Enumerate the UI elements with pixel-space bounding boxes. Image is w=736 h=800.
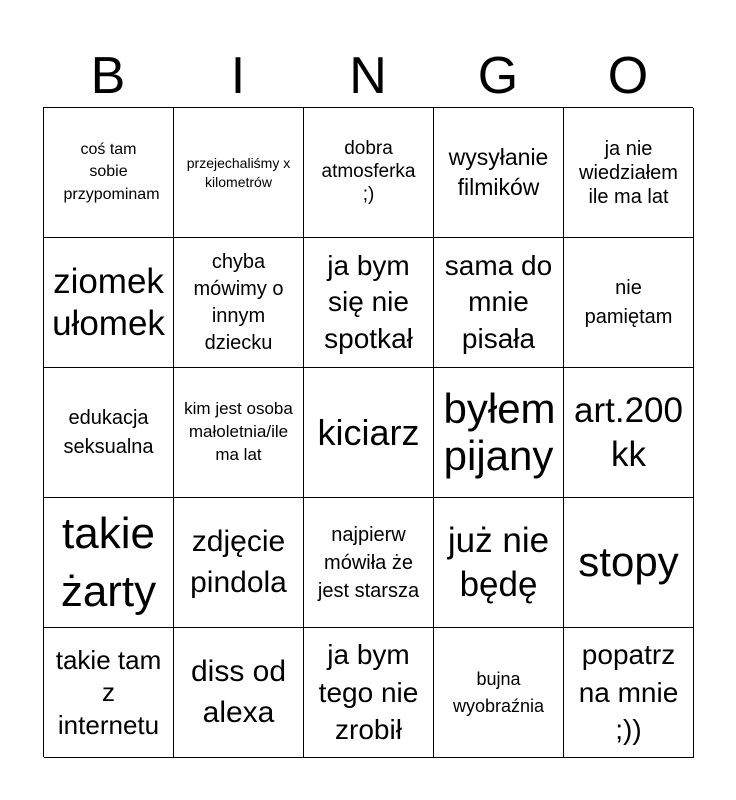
cell-text: coś tam sobie przypominam	[63, 140, 160, 203]
cell-text: ja bym się nie spotkał	[324, 249, 413, 354]
cell-text: byłem pijany	[443, 385, 556, 479]
cell-text: najpierw mówiła że jest starsza	[317, 523, 420, 602]
bingo-cell[interactable]	[434, 108, 564, 238]
bingo-cell[interactable]	[44, 108, 174, 238]
cell-text: kiciarz	[317, 411, 420, 453]
cell-text: art.200 kk	[574, 390, 683, 474]
bingo-cell[interactable]	[434, 238, 564, 368]
bingo-header	[43, 44, 693, 108]
bingo-board	[43, 107, 693, 757]
bingo-cell[interactable]	[304, 108, 434, 238]
bingo-cell[interactable]	[564, 368, 694, 498]
bingo-cell[interactable]	[174, 108, 304, 238]
header-letter-b: B	[90, 47, 126, 105]
cell-text: przejechaliśmy x kilometrów	[186, 154, 291, 190]
bingo-cell[interactable]	[44, 628, 174, 758]
cell-text: takie tam z internetu	[55, 644, 162, 740]
bingo-cell[interactable]	[44, 238, 174, 368]
bingo-cell[interactable]	[564, 498, 694, 628]
header-letter-g: G	[477, 47, 519, 105]
bingo-cell[interactable]	[304, 238, 434, 368]
cell-text: nie pamiętam	[584, 276, 673, 328]
cell-text: dobra atmosferka ;)	[321, 138, 416, 205]
cell-text: diss od alexa	[190, 655, 287, 729]
bingo-cell[interactable]	[174, 238, 304, 368]
bingo-cell[interactable]	[434, 628, 564, 758]
bingo-cell[interactable]	[434, 368, 564, 498]
cell-text: wysyłanie filmików	[448, 143, 549, 200]
cell-text: takie żarty	[60, 509, 157, 616]
bingo-cell[interactable]	[304, 368, 434, 498]
bingo-cell[interactable]	[304, 498, 434, 628]
bingo-cell[interactable]	[564, 108, 694, 238]
bingo-cell[interactable]	[304, 628, 434, 758]
cell-text: zdjęcie pindola	[190, 525, 287, 599]
bingo-cell[interactable]	[564, 238, 694, 368]
cell-text: ja bym tego nie zrobił	[318, 638, 419, 746]
cell-text: kim jest osoba małoletnia/ile ma lat	[184, 399, 293, 464]
cell-text: ziomek ułomek	[52, 261, 165, 343]
cell-text: chyba mówimy o innym dziecku	[193, 250, 284, 354]
bingo-cell[interactable]	[174, 498, 304, 628]
cell-text: popatrz na mnie ;))	[578, 638, 679, 746]
header-letter-n: N	[349, 47, 387, 105]
cell-text: stopy	[578, 538, 679, 586]
bingo-cell[interactable]	[44, 498, 174, 628]
bingo-cell[interactable]	[44, 368, 174, 498]
cell-text: ja nie wiedziałem ile ma lat	[579, 137, 678, 208]
cell-text: sama do mnie pisała	[444, 249, 553, 354]
bingo-cell[interactable]	[174, 368, 304, 498]
cell-text: edukacja seksualna	[63, 406, 154, 458]
header-letter-i: I	[230, 47, 246, 105]
cell-text: już nie będę	[447, 520, 550, 604]
bingo-cell[interactable]	[564, 628, 694, 758]
cell-text: bujna wyobraźnia	[452, 669, 545, 716]
bingo-cell[interactable]	[174, 628, 304, 758]
header-letter-o: O	[607, 47, 649, 105]
bingo-cell[interactable]	[434, 498, 564, 628]
